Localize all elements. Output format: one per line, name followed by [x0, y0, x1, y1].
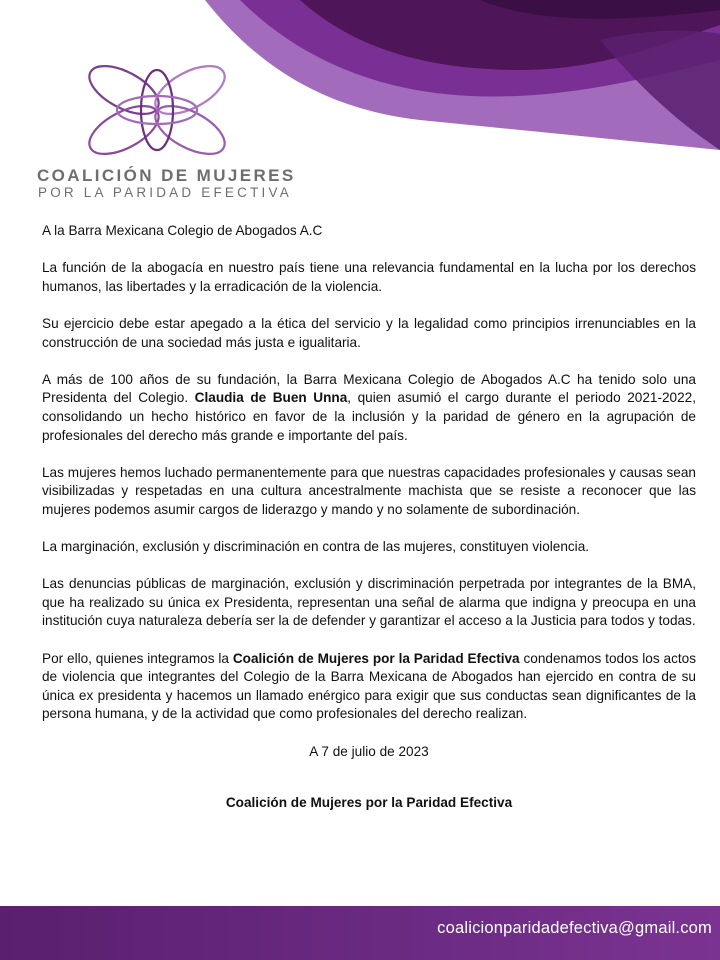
paragraph-3: [42, 371, 696, 445]
org-subtitle: POR LA PARIDAD EFECTIVA: [38, 185, 292, 200]
paragraph-3-text-a: A más de 100 años de su fundación, la Barra Mexicana Colegio de Abogados A.C ha tenido solo una Presidenta del Colegio.: [42, 371, 696, 406]
paragraph-7-text-a: Por ello, quienes integramos la: [42, 650, 233, 666]
letter-greeting: A la Barra Mexicana Colegio de Abogados A.C: [42, 223, 323, 238]
footer-email: coalicionparidadefectiva@gmail.com: [437, 919, 712, 937]
paragraph-5: La marginación, exclusión y discriminación en contra de las mujeres, constituyen violencia.: [42, 539, 590, 555]
paragraph-7-text-b: condenamos todos los actos de violencia que integrantes del Colegio de la Barra Mexicana de Abogados han ejercido en contra de su única ex presidenta y hacemos un llamado enérgico para exigir que sus conductas sean dignificantes de la persona humana, y de la actividad que como profesionales del derecho realizan.: [42, 650, 697, 722]
letter-body: [42, 222, 696, 831]
paragraph-4: Las mujeres hemos luchado permanentemente para que nuestras capacidades profesionales y causas sean visibilizadas y respetadas en una cultura ancestralmente machista que se resiste a reconocer que las mujeres podemos asumir cargos de liderazgo y mando y no solamente de subordinación.: [42, 464, 696, 517]
letter-date: A 7 de julio de 2023: [309, 743, 429, 759]
coalition-logo-icon: [82, 60, 232, 160]
paragraph-3-text-b: , quien asumió el cargo durante el periodo 2021-2022, consolidando un hecho histórico en favor de la inclusión y la paridad de género en la agrupación de profesionales del derecho más grande e importante del país.: [42, 390, 696, 443]
paragraph-7: [42, 650, 696, 724]
org-name: COALICIÓN DE MUJERES: [37, 166, 296, 185]
paragraph-6: Las denuncias públicas de marginación, exclusión y discriminación perpetrada por integrantes de la BMA, que ha realizado su única ex Presidenta, representan una señal de alarma que indigna y preocupa en una institución cuya naturaleza debería ser la de defender y garantizar el acceso a la Justicia para todos y todas.: [42, 576, 696, 629]
president-name: Claudia de Buen Unna: [194, 390, 348, 406]
footer-bar: [0, 906, 720, 960]
letter-signature: Coalición de Mujeres por la Paridad Efectiva: [225, 795, 513, 811]
paragraph-1: La función de la abogacía en nuestro país tiene una relevancia fundamental en la lucha por los derechos humanos, las libertades y la erradicación de la violencia.: [42, 260, 696, 294]
coalition-name-bold: Coalición de Mujeres por la Paridad Efectiva: [232, 650, 520, 666]
paragraph-2: Su ejercicio debe estar apegado a la ética del servicio y la legalidad como principios irrenunciables en la construcción de una sociedad más justa e igualitaria.: [42, 315, 696, 350]
